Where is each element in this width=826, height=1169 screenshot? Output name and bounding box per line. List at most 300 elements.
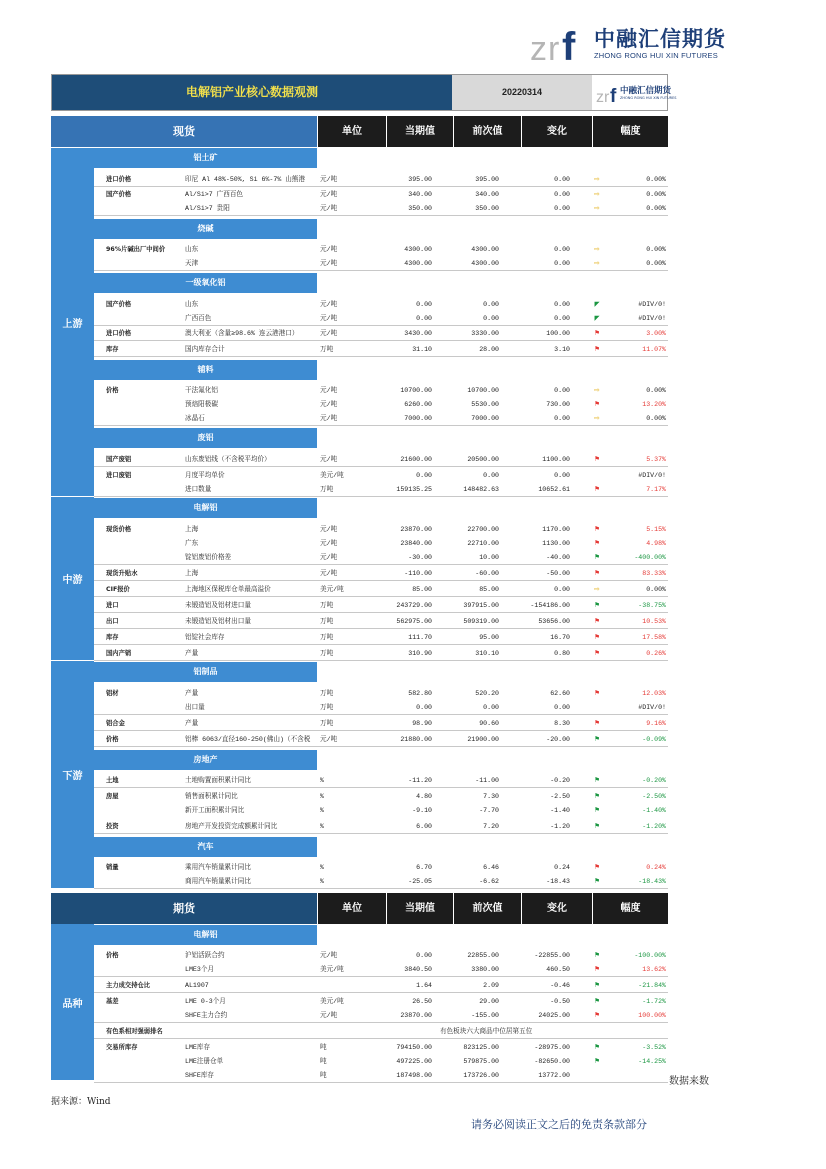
row-name: 预焙阳极碳 xyxy=(185,401,218,408)
row-previous: 95.00 xyxy=(479,634,499,641)
row-change: -28975.00 xyxy=(534,1044,570,1051)
col-unit: 单位 xyxy=(317,116,386,147)
row-current: 497225.00 xyxy=(396,1058,432,1065)
row-name: LME库存 xyxy=(185,1044,211,1051)
row-change: 1100.00 xyxy=(542,456,570,463)
row-unit: 元/吨 xyxy=(320,1012,338,1019)
subhead-aux: 辅料 xyxy=(94,360,317,380)
table-row xyxy=(94,257,668,271)
mini-brand-cn: 中融汇信期货 xyxy=(620,86,672,96)
row-name: SHFE库存 xyxy=(185,1072,215,1079)
row-pct: -400.00% xyxy=(634,554,666,561)
flag-up-icon: ⚑ xyxy=(594,345,600,353)
row-category: 96%片碱出厂中间价 xyxy=(106,246,166,253)
zrf-mini-icon xyxy=(596,83,620,105)
group-upstream: 上游 xyxy=(51,148,94,497)
row-previous: 4300.00 xyxy=(471,246,499,253)
row-category: 价格 xyxy=(106,952,119,959)
row-change: -22855.00 xyxy=(534,952,570,959)
svg-text:r: r xyxy=(548,30,560,66)
table-row xyxy=(94,647,668,661)
row-previous: 0.00 xyxy=(483,472,499,479)
col-current: 当期值 xyxy=(386,893,453,924)
row-unit: 美元/吨 xyxy=(320,998,344,1005)
row-previous: 310.10 xyxy=(475,650,499,657)
row-category: 价格 xyxy=(106,387,119,394)
row-change: 730.00 xyxy=(546,401,570,408)
row-previous: 7.30 xyxy=(483,793,499,800)
row-unit: 元/吨 xyxy=(320,456,338,463)
table-row xyxy=(94,523,668,537)
table-row xyxy=(94,384,668,398)
row-unit: 万吨 xyxy=(320,346,334,353)
row-current: 7000.00 xyxy=(404,415,432,422)
row-name: 冰晶石 xyxy=(185,415,205,422)
col-unit: 单位 xyxy=(317,893,386,924)
row-pct: 0.26% xyxy=(646,650,666,657)
row-unit: 元/吨 xyxy=(320,301,338,308)
row-unit: 元/吨 xyxy=(320,191,338,198)
row-change: 0.00 xyxy=(554,191,570,198)
row-current: 0.00 xyxy=(416,315,432,322)
col-previous: 前次值 xyxy=(453,116,521,147)
row-category: 交易所库存 xyxy=(106,1044,138,1051)
row-name: SHFE主力合约 xyxy=(185,1012,228,1019)
col-current: 当期值 xyxy=(386,116,453,147)
row-pct: -1.20% xyxy=(642,823,666,830)
row-category: 国产废铝 xyxy=(106,456,132,463)
row-current: 6.00 xyxy=(416,823,432,830)
flag-up-icon: ⚑ xyxy=(594,525,600,533)
row-previous: 29.00 xyxy=(479,998,499,1005)
row-change: -50.00 xyxy=(546,570,570,577)
table-row xyxy=(94,687,668,701)
table-row xyxy=(94,243,668,257)
row-unit: 元/吨 xyxy=(320,205,338,212)
arrow-flat-icon: ⇨ xyxy=(594,386,600,394)
row-unit: % xyxy=(320,864,324,871)
row-pct: -14.25% xyxy=(638,1058,666,1065)
table-row xyxy=(94,599,668,613)
row-name: 铝棒 6063/直径160-250(佛山)（不含税 xyxy=(185,736,311,743)
tail-note: 数据来数 xyxy=(669,1076,709,1087)
row-current: 23840.00 xyxy=(400,540,432,547)
row-change: -18.43 xyxy=(546,878,570,885)
row-name: 沪铝活跃合约 xyxy=(185,952,225,959)
row-name: 国内库存合计 xyxy=(185,346,225,353)
row-unit: 元/吨 xyxy=(320,554,338,561)
row-unit: % xyxy=(320,823,324,830)
row-previous: 22700.00 xyxy=(467,526,499,533)
row-current: 395.00 xyxy=(408,176,432,183)
row-previous: 22855.00 xyxy=(467,952,499,959)
row-pct: 5.37% xyxy=(646,456,666,463)
flag-up-icon: ⚑ xyxy=(594,1011,600,1019)
row-change: 0.00 xyxy=(554,586,570,593)
row-current: -9.10 xyxy=(412,807,432,814)
subhead-al: 电解铝 xyxy=(94,498,317,518)
row-current: 243729.00 xyxy=(396,602,432,609)
row-name: 产量 xyxy=(185,650,199,657)
row-current: 31.10 xyxy=(412,346,432,353)
table-row xyxy=(94,790,668,804)
flag-up-icon: ⚑ xyxy=(594,863,600,871)
row-current: 3430.00 xyxy=(404,330,432,337)
row-change: 0.00 xyxy=(554,387,570,394)
row-unit: 元/吨 xyxy=(320,387,338,394)
row-current: -11.20 xyxy=(408,777,432,784)
table-row xyxy=(94,1069,668,1083)
arrow-flat-icon: ⇨ xyxy=(594,414,600,422)
svg-text:f: f xyxy=(610,86,617,105)
table-row xyxy=(94,583,668,597)
row-change: -40.00 xyxy=(546,554,570,561)
flag-down-icon: ⚑ xyxy=(594,553,600,561)
arrow-flat-icon: ⇨ xyxy=(594,245,600,253)
row-pct: 7.17% xyxy=(646,486,666,493)
flag-down-icon: ⚑ xyxy=(594,735,600,743)
flag-up-icon: ⚑ xyxy=(594,649,600,657)
row-name: 锭铝废铝价格差 xyxy=(185,554,232,561)
row-previous: 173726.00 xyxy=(463,1072,499,1079)
row-pct: 17.58% xyxy=(642,634,666,641)
futures-header xyxy=(51,893,668,924)
row-current: 98.90 xyxy=(412,720,432,727)
row-current: 582.80 xyxy=(408,690,432,697)
group-varieties: 品种 xyxy=(51,924,94,1081)
row-current: 23870.00 xyxy=(400,1012,432,1019)
row-pct: #DIV/0! xyxy=(638,315,666,322)
flag-up-icon: ⚑ xyxy=(594,485,600,493)
col-pct: 幅度 xyxy=(592,116,668,147)
row-unit: 元/吨 xyxy=(320,736,338,743)
row-pct: 100.00% xyxy=(638,1012,666,1019)
table-row xyxy=(94,631,668,645)
row-current: 562975.00 xyxy=(396,618,432,625)
row-unit: % xyxy=(320,878,324,885)
row-pct: 0.00% xyxy=(646,205,666,212)
table-row xyxy=(94,412,668,426)
row-change: 100.00 xyxy=(546,330,570,337)
row-pct: 12.03% xyxy=(642,690,666,697)
row-previous: 3330.00 xyxy=(471,330,499,337)
row-unit: 元/吨 xyxy=(320,526,338,533)
row-name: LME注册仓单 xyxy=(185,1058,224,1065)
svg-text:z: z xyxy=(530,30,547,66)
flag-down-icon: ⚑ xyxy=(594,1043,600,1051)
report-date: 20220314 xyxy=(452,75,592,110)
group-downstream: 下游 xyxy=(51,661,94,889)
table-row xyxy=(94,875,668,889)
flag-down-icon: ⚑ xyxy=(594,981,600,989)
row-previous: 10.00 xyxy=(479,554,499,561)
table-row xyxy=(94,717,668,731)
row-pct: 0.24% xyxy=(646,864,666,871)
row-current: -30.00 xyxy=(408,554,432,561)
flag-down-icon: ⚑ xyxy=(594,1057,600,1065)
row-name: 乘用汽车销量累计同比 xyxy=(185,864,251,871)
row-category: 进口价格 xyxy=(106,176,132,183)
row-unit: 元/吨 xyxy=(320,401,338,408)
row-unit: 元/吨 xyxy=(320,415,338,422)
row-change: 0.24 xyxy=(554,864,570,871)
row-category: 国产价格 xyxy=(106,301,132,308)
row-current: 26.50 xyxy=(412,998,432,1005)
row-category: 国产价格 xyxy=(106,191,132,198)
row-current: 4300.00 xyxy=(404,260,432,267)
row-previous: -11.00 xyxy=(475,777,499,784)
row-pct: 3.00% xyxy=(646,330,666,337)
table-row xyxy=(94,820,668,834)
row-current: 1.64 xyxy=(416,982,432,989)
row-previous: 395.00 xyxy=(475,176,499,183)
row-category: 现货升贴水 xyxy=(106,570,138,577)
row-pct: 83.33% xyxy=(642,570,666,577)
row-unit: 万吨 xyxy=(320,486,334,493)
brand-name-cn: 中融汇信期货 xyxy=(594,27,726,51)
row-previous: 90.60 xyxy=(479,720,499,727)
row-current: -25.05 xyxy=(408,878,432,885)
row-change: 8.30 xyxy=(554,720,570,727)
table-row xyxy=(94,804,668,818)
row-previous: 7000.00 xyxy=(471,415,499,422)
row-change: 0.00 xyxy=(554,704,570,711)
row-change: 0.00 xyxy=(554,176,570,183)
row-unit: 万吨 xyxy=(320,634,334,641)
row-current: 111.70 xyxy=(408,634,432,641)
row-name: 商用汽车销量累计同比 xyxy=(185,878,251,885)
row-category: 进口废铝 xyxy=(106,472,132,479)
row-current: 21600.00 xyxy=(400,456,432,463)
row-category: 有色系相对强弱排名 xyxy=(106,1028,163,1035)
row-pct: 0.00% xyxy=(646,586,666,593)
report-title: 电解铝产业核心数据观测 xyxy=(52,75,452,110)
flag-up-icon: ⚑ xyxy=(594,400,600,408)
row-previous: 20500.00 xyxy=(467,456,499,463)
row-previous: 22710.00 xyxy=(467,540,499,547)
row-category: 国内产销 xyxy=(106,650,132,657)
row-category: CIF报价 xyxy=(106,586,130,593)
table-row xyxy=(94,995,668,1009)
row-category: 主力成交持仓比 xyxy=(106,982,151,989)
table-row xyxy=(94,327,668,341)
table-row xyxy=(94,312,668,326)
row-previous: 148482.63 xyxy=(463,486,499,493)
col-pct: 幅度 xyxy=(592,893,668,924)
row-previous: 0.00 xyxy=(483,704,499,711)
row-name: 房地产开发投资完成额累计同比 xyxy=(185,823,278,830)
row-category: 价格 xyxy=(106,736,119,743)
row-previous: 10700.00 xyxy=(467,387,499,394)
row-name: 月度平均单价 xyxy=(185,472,225,479)
row-change: 0.00 xyxy=(554,315,570,322)
table-row xyxy=(94,1041,668,1055)
row-unit: 万吨 xyxy=(320,618,334,625)
spot-header xyxy=(51,116,668,147)
row-change: 0.00 xyxy=(554,205,570,212)
row-pct: -2.50% xyxy=(642,793,666,800)
row-previous: 2.09 xyxy=(483,982,499,989)
row-change: 0.80 xyxy=(554,650,570,657)
subhead-auto: 汽车 xyxy=(94,837,317,857)
row-name: 澳大利亚（含量≥98.6% 连云港港口） xyxy=(185,330,299,337)
flag-up-icon: ⚑ xyxy=(594,455,600,463)
row-name: 天津 xyxy=(185,260,199,267)
table-row xyxy=(94,469,668,483)
row-unit: 吨 xyxy=(320,1058,327,1065)
arrow-flat-icon: ⇨ xyxy=(594,175,600,183)
row-pct: 13.20% xyxy=(642,401,666,408)
table-row xyxy=(94,398,668,412)
row-name: 干法氟化铝 xyxy=(185,387,218,394)
row-name: 产量 xyxy=(185,720,199,727)
flag-down-icon: ⚑ xyxy=(594,806,600,814)
table-row xyxy=(94,949,668,963)
row-change: 3.10 xyxy=(554,346,570,353)
flag-down-icon: ⚑ xyxy=(594,776,600,784)
row-unit: 万吨 xyxy=(320,720,334,727)
triangle-icon: ◤ xyxy=(594,300,600,308)
row-pct: 0.00% xyxy=(646,387,666,394)
row-pct: 11.07% xyxy=(642,346,666,353)
table-row xyxy=(94,537,668,551)
row-pct: -21.84% xyxy=(638,982,666,989)
row-name: Al/Si>7 广西百色 xyxy=(185,191,244,198)
row-name: 上海地区保税库仓单最高溢价 xyxy=(185,586,271,593)
row-name: 山东废铝线（不含税平均价） xyxy=(185,456,271,463)
row-change: 0.00 xyxy=(554,260,570,267)
row-previous: 6.46 xyxy=(483,864,499,871)
table-row xyxy=(94,979,668,993)
row-change: -0.46 xyxy=(550,982,570,989)
table-row xyxy=(94,1025,668,1039)
row-pct: #DIV/0! xyxy=(638,472,666,479)
flag-up-icon: ⚑ xyxy=(594,329,600,337)
table-row xyxy=(94,343,668,357)
futures-header-label: 期货 xyxy=(51,893,317,924)
table-row xyxy=(94,615,668,629)
table-row xyxy=(94,733,668,747)
row-change: 0.00 xyxy=(554,472,570,479)
subhead-bauxite: 铝土矿 xyxy=(94,148,317,168)
row-change: -0.20 xyxy=(550,777,570,784)
row-change: -2.50 xyxy=(550,793,570,800)
row-change: 13772.00 xyxy=(538,1072,570,1079)
row-previous: 7.20 xyxy=(483,823,499,830)
row-current: 4300.00 xyxy=(404,246,432,253)
row-change: -82650.00 xyxy=(534,1058,570,1065)
titlebar-logo-cell xyxy=(592,75,677,110)
row-name: 广西百色 xyxy=(185,315,212,322)
row-name: 印尼 Al 48%-50%, Si 6%-7% 山熊港 xyxy=(185,176,306,183)
row-name: 山东 xyxy=(185,301,199,308)
row-unit: 万吨 xyxy=(320,690,334,697)
row-change: 24025.00 xyxy=(538,1012,570,1019)
row-previous: 0.00 xyxy=(483,315,499,322)
row-unit: 元/吨 xyxy=(320,260,338,267)
subhead-scrap: 废铝 xyxy=(94,428,317,448)
row-unit: 元/吨 xyxy=(320,246,338,253)
row-category: 库存 xyxy=(106,634,119,641)
row-name: 销售面积累计同比 xyxy=(185,793,238,800)
row-current: 21880.00 xyxy=(400,736,432,743)
row-previous: 509319.00 xyxy=(463,618,499,625)
row-change: 460.50 xyxy=(546,966,570,973)
subhead-products: 铝制品 xyxy=(94,662,317,682)
row-unit: 元/吨 xyxy=(320,952,338,959)
row-name: AL1907 xyxy=(185,982,209,989)
row-name: 进口数量 xyxy=(185,486,212,493)
table-row xyxy=(94,173,668,187)
row-pct: 4.98% xyxy=(646,540,666,547)
row-previous: -155.00 xyxy=(471,1012,499,1019)
arrow-flat-icon: ⇨ xyxy=(594,259,600,267)
brand-name-en: ZHONG RONG HUI XIN FUTURES xyxy=(594,51,718,60)
row-unit: % xyxy=(320,807,324,814)
table-row xyxy=(94,298,668,312)
row-current: 10700.00 xyxy=(400,387,432,394)
row-current: 350.00 xyxy=(408,205,432,212)
row-previous: 520.20 xyxy=(475,690,499,697)
row-pct: -3.52% xyxy=(642,1044,666,1051)
row-current: 3840.50 xyxy=(404,966,432,973)
row-current: 4.80 xyxy=(416,793,432,800)
row-pct: 5.15% xyxy=(646,526,666,533)
row-name: 上海 xyxy=(185,526,199,533)
row-change: -1.40 xyxy=(550,807,570,814)
table-row xyxy=(94,774,668,788)
row-change: 1130.00 xyxy=(542,540,570,547)
row-note: 有色板块六大商品中位居第五位 xyxy=(440,1028,533,1035)
row-current: 85.00 xyxy=(412,586,432,593)
row-pct: 0.00% xyxy=(646,246,666,253)
row-pct: #DIV/0! xyxy=(638,301,666,308)
row-unit: 万吨 xyxy=(320,602,334,609)
row-current: 159135.25 xyxy=(396,486,432,493)
row-previous: 350.00 xyxy=(475,205,499,212)
row-change: 10652.61 xyxy=(538,486,570,493)
flag-down-icon: ⚑ xyxy=(594,997,600,1005)
row-unit: 美元/吨 xyxy=(320,472,344,479)
col-change: 变化 xyxy=(521,116,592,147)
row-name: 出口量 xyxy=(185,704,205,711)
row-previous: 28.00 xyxy=(479,346,499,353)
table-row xyxy=(94,861,668,875)
row-previous: 0.00 xyxy=(483,301,499,308)
row-unit: % xyxy=(320,777,324,784)
row-name: LME 0-3个月 xyxy=(185,998,226,1005)
row-current: 187498.00 xyxy=(396,1072,432,1079)
row-change: 53656.00 xyxy=(538,618,570,625)
row-unit: 元/吨 xyxy=(320,330,338,337)
flag-up-icon: ⚑ xyxy=(594,633,600,641)
row-previous: -60.00 xyxy=(475,570,499,577)
row-pct: 10.53% xyxy=(642,618,666,625)
row-category: 库存 xyxy=(106,346,119,353)
row-change: -0.50 xyxy=(550,998,570,1005)
subhead-caustic: 烧碱 xyxy=(94,219,317,239)
row-unit: 万吨 xyxy=(320,704,334,711)
mini-logo xyxy=(596,83,677,105)
flag-down-icon: ⚑ xyxy=(594,951,600,959)
row-change: 0.00 xyxy=(554,301,570,308)
subhead-fut-al: 电解铝 xyxy=(94,925,317,945)
disclaimer: 请务必阅读正文之后的免责条款部分 xyxy=(471,1118,647,1131)
row-pct: 0.00% xyxy=(646,191,666,198)
flag-down-icon: ⚑ xyxy=(594,601,600,609)
group-midstream: 中游 xyxy=(51,497,94,661)
row-previous: 5530.00 xyxy=(471,401,499,408)
